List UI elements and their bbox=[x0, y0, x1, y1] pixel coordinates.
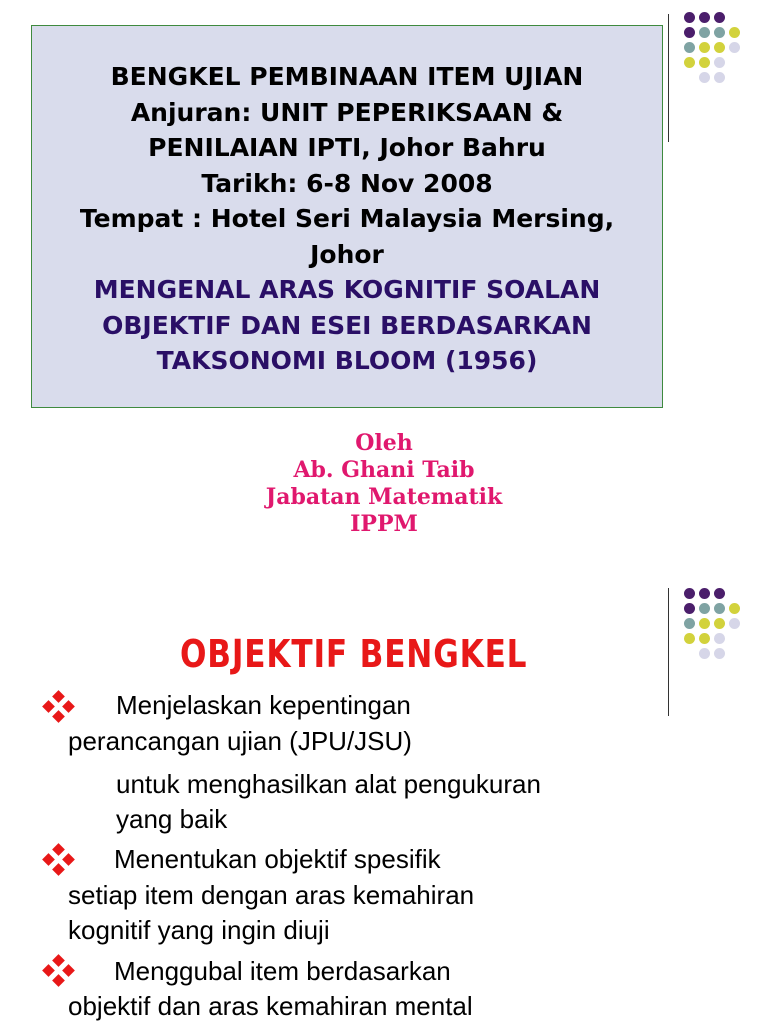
title-line: Johor bbox=[310, 239, 384, 269]
decorative-dot bbox=[684, 27, 695, 38]
bullet-text: kognitif yang ingin diuji bbox=[68, 915, 330, 945]
diamond-bullet-icon bbox=[44, 692, 74, 722]
decorative-dot bbox=[714, 633, 725, 644]
decorative-dot bbox=[684, 633, 695, 644]
diamond-bullet-icon bbox=[44, 845, 74, 875]
decorative-dot bbox=[714, 57, 725, 68]
decorative-dot bbox=[729, 27, 740, 38]
slide-objectives bbox=[0, 560, 768, 1024]
author-line: Oleh bbox=[355, 430, 413, 456]
decorative-dot bbox=[699, 12, 710, 23]
decorative-dot bbox=[714, 648, 725, 659]
decorative-dot bbox=[714, 72, 725, 83]
title-box bbox=[31, 25, 663, 408]
subtitle-line: TAKSONOMI BLOOM (1956) bbox=[156, 346, 538, 375]
bullet-text: Menentukan objektif spesifik bbox=[114, 844, 441, 874]
title-line: PENILAIAN IPTI, Johor Bahru bbox=[148, 133, 546, 162]
bullet-text: yang baik bbox=[116, 804, 228, 834]
decorative-dot bbox=[729, 42, 740, 53]
divider-line bbox=[668, 14, 669, 142]
decorative-dot bbox=[684, 603, 695, 614]
decorative-dot bbox=[714, 603, 725, 614]
title-line: BENGKEL PEMBINAAN ITEM UJIAN bbox=[110, 62, 584, 91]
decorative-dot bbox=[684, 618, 695, 629]
author-line: Ab. Ghani Taib bbox=[293, 457, 475, 483]
decorative-dot bbox=[729, 618, 740, 629]
decorative-dot bbox=[699, 588, 710, 599]
decorative-dot bbox=[699, 42, 710, 53]
bullet-text: objektif dan aras kemahiran mental bbox=[68, 991, 473, 1021]
bullet-text: Menjelaskan kepentingan bbox=[116, 690, 411, 720]
author-block bbox=[0, 430, 768, 538]
bullet-text: Menggubal item berdasarkan bbox=[114, 956, 451, 986]
decorative-dot bbox=[699, 618, 710, 629]
diamond-bullet-icon bbox=[44, 956, 74, 986]
bullet-text: setiap item dengan aras kemahiran bbox=[68, 880, 475, 910]
decorative-dot bbox=[714, 42, 725, 53]
decorative-dot bbox=[729, 603, 740, 614]
decorative-dot bbox=[699, 648, 710, 659]
decorative-dot bbox=[699, 603, 710, 614]
title-line: Tempat : Hotel Seri Malaysia Mersing, bbox=[79, 204, 615, 233]
decorative-dot bbox=[699, 72, 710, 83]
decorative-dot bbox=[714, 27, 725, 38]
title-line: Anjuran: UNIT PEPERIKSAAN & bbox=[130, 97, 564, 127]
decorative-dot bbox=[714, 618, 725, 629]
author-line: Jabatan Matematik bbox=[265, 484, 503, 510]
title-line: Tarikh: 6-8 Nov 2008 bbox=[201, 168, 493, 198]
subtitle-line: MENGENAL ARAS KOGNITIF SOALAN bbox=[93, 275, 601, 304]
slide-heading: OBJEKTIF BENGKEL bbox=[180, 632, 528, 676]
bullet-text: perancangan ujian (JPU/JSU) bbox=[68, 726, 412, 756]
decorative-dot bbox=[714, 12, 725, 23]
subtitle-line: OBJEKTIF DAN ESEI BERDASARKAN bbox=[102, 310, 592, 340]
decorative-dot bbox=[714, 588, 725, 599]
decorative-dot bbox=[684, 57, 695, 68]
divider-line bbox=[668, 588, 669, 716]
decorative-dot bbox=[699, 27, 710, 38]
decorative-dot bbox=[684, 12, 695, 23]
author-line: IPPM bbox=[350, 511, 418, 537]
bullet-text: untuk menghasilkan alat pengukuran bbox=[116, 769, 541, 799]
decorative-dot bbox=[699, 57, 710, 68]
decorative-dot bbox=[684, 42, 695, 53]
decorative-dot bbox=[684, 588, 695, 599]
decorative-dot bbox=[699, 633, 710, 644]
